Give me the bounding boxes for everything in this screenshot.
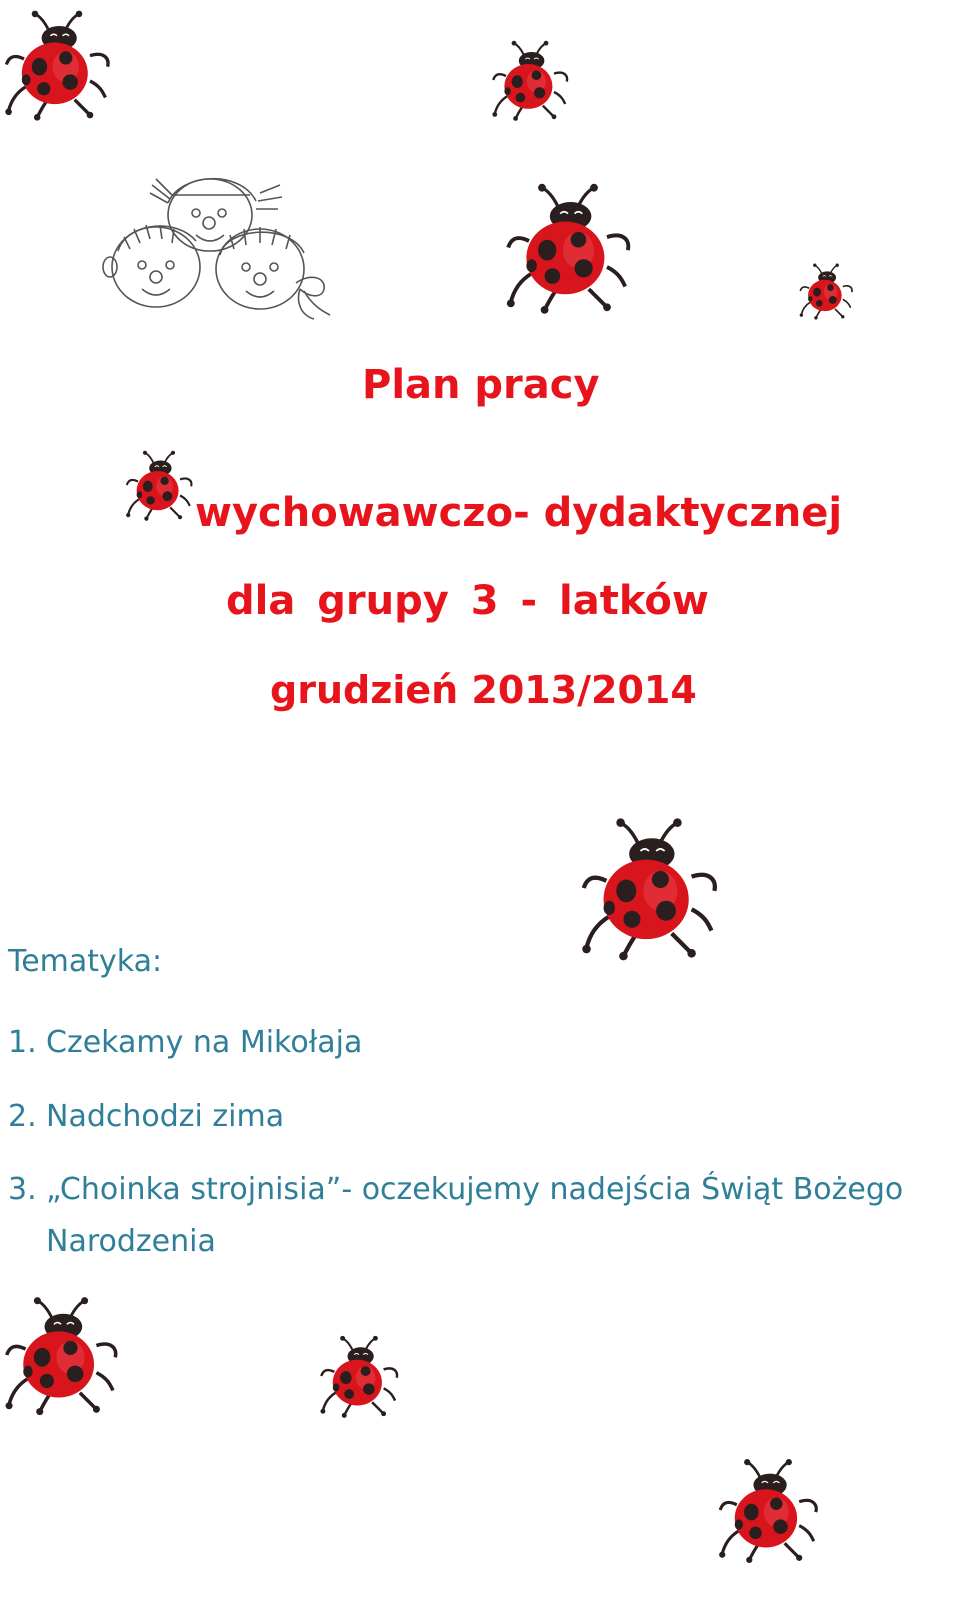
topic-item [8,1164,936,1268]
ladybug-icon [318,1328,400,1424]
ladybug-icon [503,170,633,325]
title-line-plan: Plan pracy [362,362,600,408]
title-line-subject: wychowawczo- dydaktycznej [195,490,843,536]
topic-number: 2. [8,1099,37,1134]
topic-number: 1. [8,1025,37,1060]
title-line-date: grudzień 2013/2014 [270,668,697,712]
topic-text: Czekamy na Mikołaja [46,1025,363,1060]
ladybug-icon [578,802,720,974]
ladybug-icon [490,34,570,126]
topics-heading: Tematyka: [8,944,163,979]
ladybug-icon [2,2,112,127]
topic-item [8,1016,936,1070]
topic-text: „Choinka strojnisia”- oczekujemy nadejścia Świąt Bożego Narodzenia [46,1172,904,1259]
title-line-group: dla grupy 3 - latków [226,578,709,624]
ladybug-icon [716,1450,820,1570]
ladybug-icon [798,258,854,324]
ladybug-icon [2,1285,120,1425]
topics-list [8,1016,936,1288]
topic-text: Nadchodzi zima [46,1099,285,1134]
children-faces-illustration [100,165,335,325]
topic-number: 3. [8,1172,37,1207]
topic-item [8,1090,936,1144]
ladybug-icon [124,444,194,526]
